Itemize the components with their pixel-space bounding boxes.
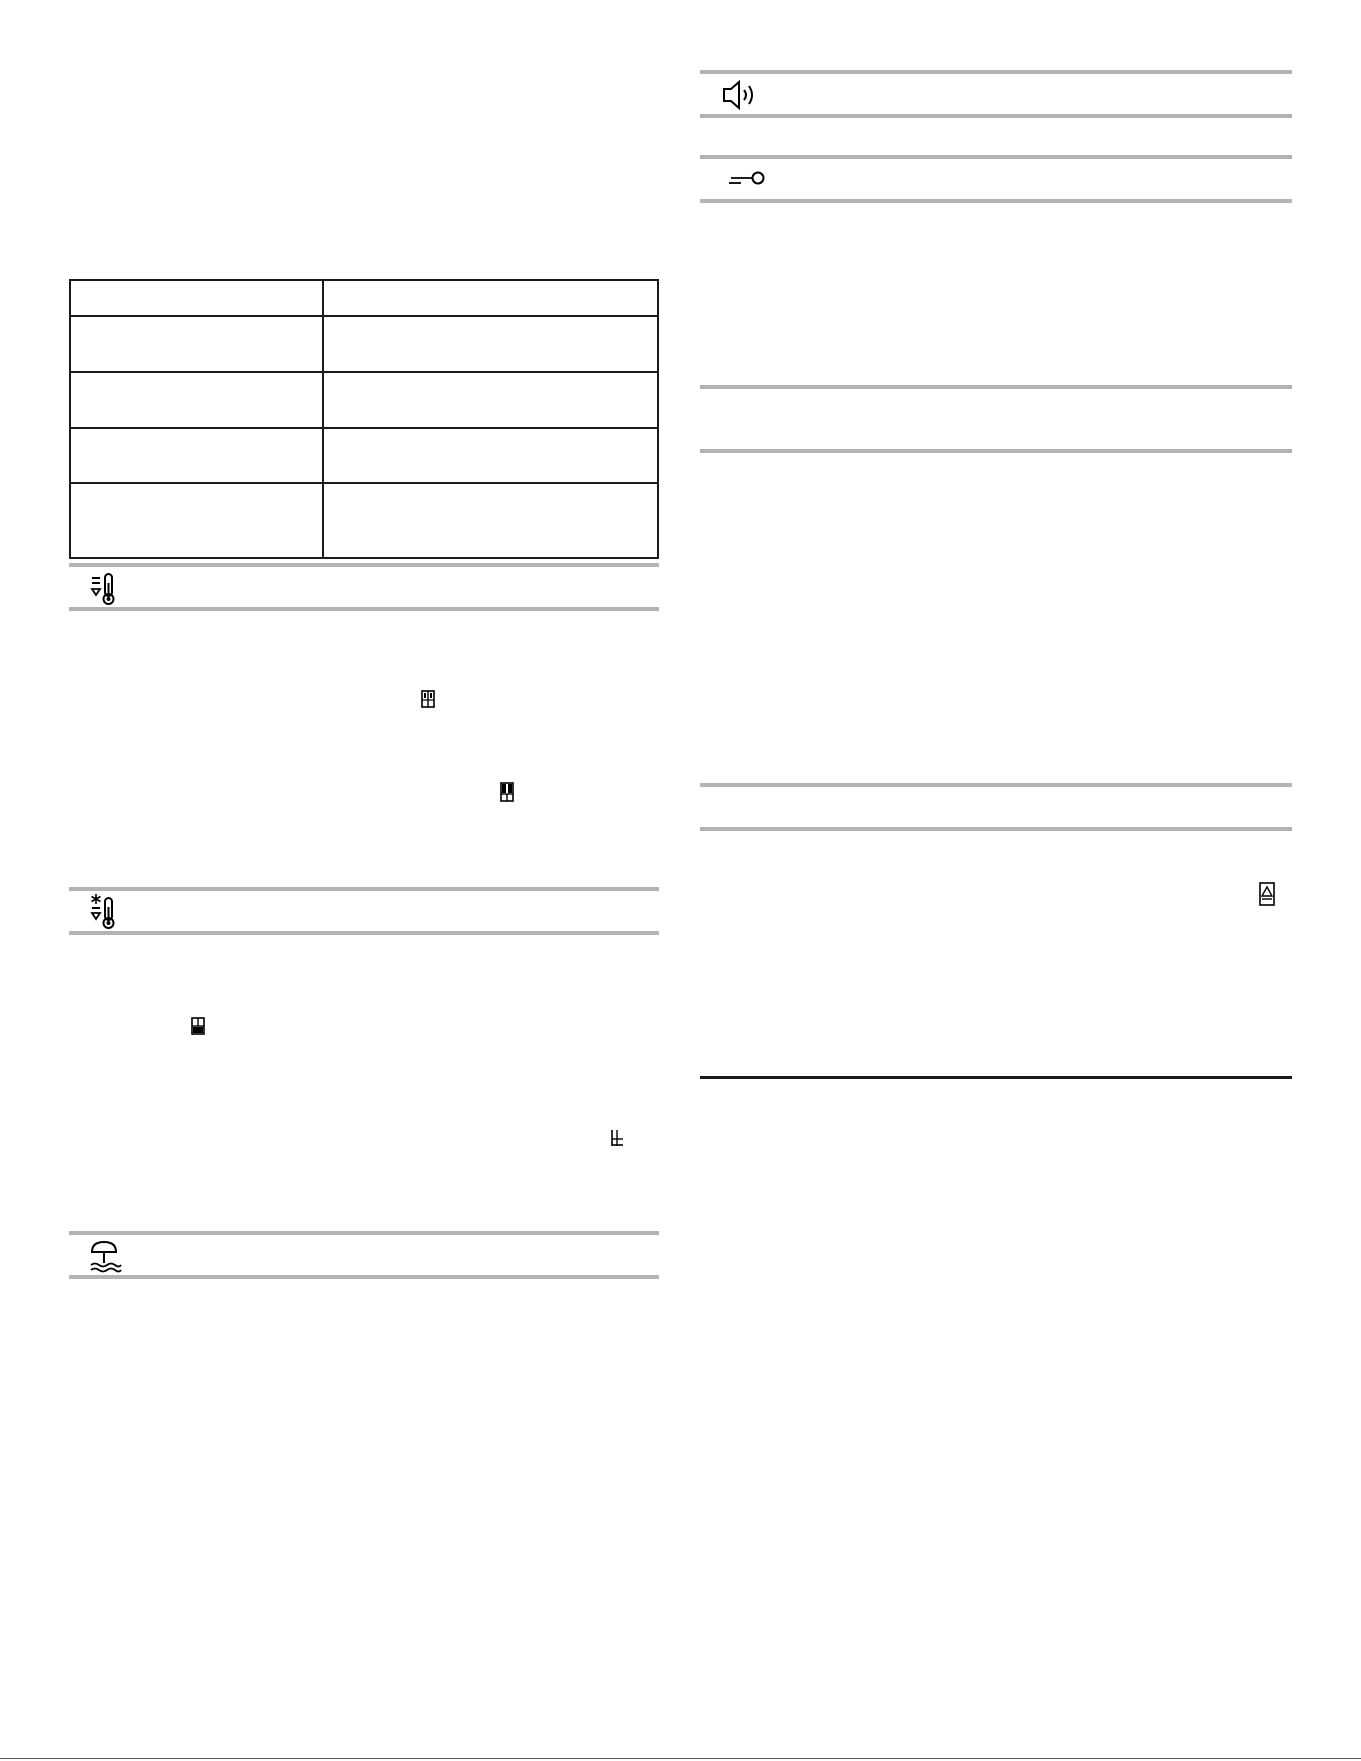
sound-section-header	[700, 70, 1292, 118]
control-lock-section-header	[700, 155, 1292, 203]
vacation-section-header	[69, 1231, 659, 1279]
vacation-umbrella-icon	[89, 1238, 123, 1279]
settings-table	[69, 279, 659, 559]
fast-freeze-thermometer-icon	[89, 893, 125, 936]
table-row	[71, 429, 657, 484]
freezer-drawer-icon	[191, 1017, 205, 1040]
table-row	[71, 484, 657, 557]
section-divider-rule	[700, 1076, 1292, 1079]
footer-rule	[0, 1758, 1361, 1759]
speaker-sound-icon	[722, 78, 760, 117]
refrigerator-doors-filled-icon	[500, 782, 514, 807]
freezer-drawer-outline-icon	[610, 1129, 624, 1152]
filter-alert-icon	[1259, 882, 1275, 911]
table-row	[71, 373, 657, 429]
right-section-b-header	[700, 783, 1292, 831]
fast-cool-thermometer-icon	[89, 571, 125, 612]
table-row	[71, 317, 657, 373]
table-header-row	[71, 281, 657, 317]
control-lock-key-icon	[727, 169, 767, 196]
right-section-a-header	[700, 385, 1292, 453]
refrigerator-both-doors-icon	[421, 690, 435, 713]
fast-freeze-section-header	[69, 887, 659, 935]
fast-cool-section-header	[69, 563, 659, 611]
